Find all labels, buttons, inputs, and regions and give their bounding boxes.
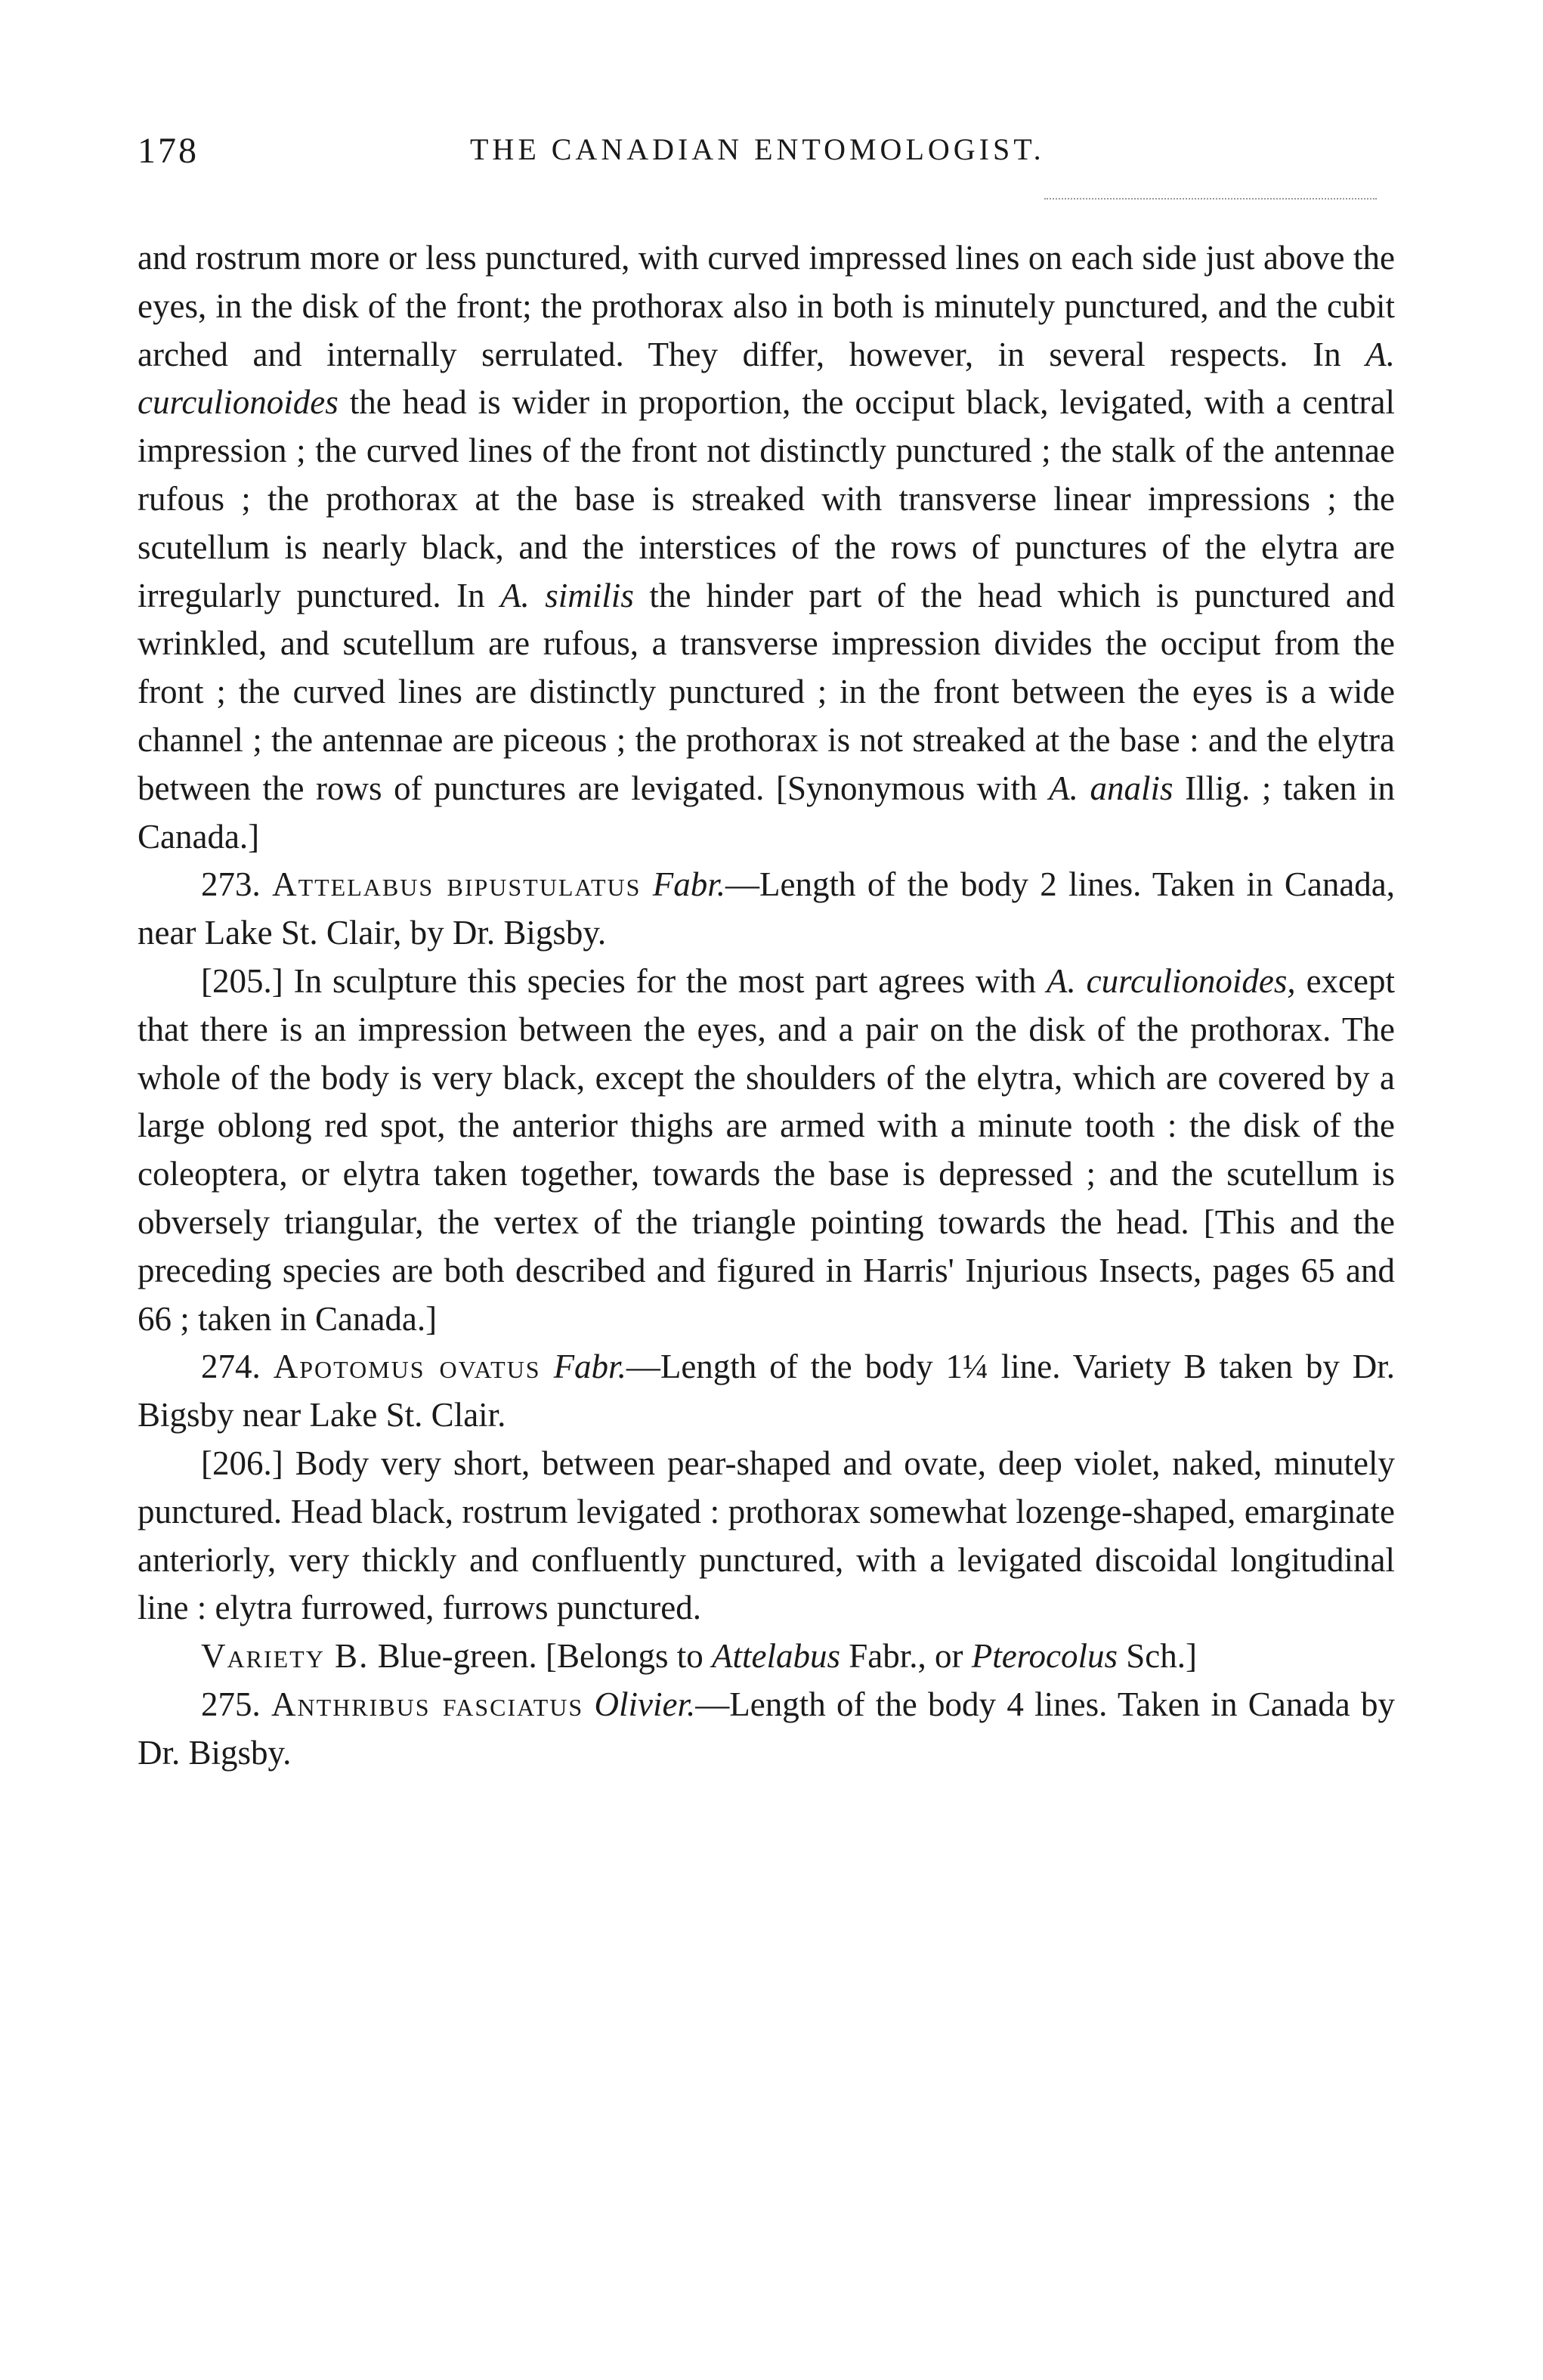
species-title: Apotomus ovatus xyxy=(273,1348,541,1386)
variety-label: Variety B. xyxy=(201,1637,370,1676)
description-206: [206.] Body very short, between pear-shaped and ovate, deep violet, naked, minutely punctured. Head black, rostrum levigated : prothorax somewhat lozenge-shaped, emarginate anteriorly, very thickly and confluently punctured, with a levigated discoidal longitudinal line : elytra furrowed, furrows punctured. xyxy=(138,1444,1395,1627)
genus-name: Attelabus xyxy=(711,1637,840,1676)
entry-number: 275. xyxy=(201,1685,261,1723)
species-name: A. curculionoides, xyxy=(1046,961,1296,1000)
text-run: Sch.] xyxy=(1118,1637,1198,1676)
paragraph-continuation xyxy=(138,234,1395,861)
species-title: Anthribus fasciatus xyxy=(271,1685,584,1723)
text-run: Illig. ; taken in Canada.] xyxy=(138,769,1395,856)
text-run: [205.] In sculpture this species for the most part agrees with xyxy=(201,961,1047,1000)
text-run: —Length of the body 1¼ line. Variety B taken by Dr. Bigsby near Lake St. Clair. xyxy=(138,1348,1396,1434)
species-name: A. analis xyxy=(1049,769,1173,807)
authority: Fabr. xyxy=(652,865,726,904)
species-title: Attelabus bipustulatus xyxy=(272,865,642,904)
species-entry-273 xyxy=(138,861,1395,958)
header-rule xyxy=(1044,198,1377,200)
species-entry-275 xyxy=(138,1681,1395,1778)
genus-name: Pterocolus xyxy=(971,1637,1118,1676)
text-run: except that there is an impression between the eyes, and a pair on the disk of the prothorax. The whole of the body is very black, except the shoulders of the elytra, which are covered by a large oblong red spot, the anterior thighs are armed with a minute tooth : the disk of the coleoptera, or elytra taken together, towards the base is depressed ; and the scutellum is obversely triangular, the vertex of the triangle pointing towards the head. [This and the preceding species are both described and figured in Harris' Injurious Insects, pages 65 and 66 ; taken in Canada.] xyxy=(138,961,1396,1338)
entry-number: 274. xyxy=(201,1348,261,1386)
text-run: the head is wider in proportion, the occiput black, levigated, with a central impression ; the curved lines of the front not distinctly punctured ; the stalk of the antennae rufous ; the prothorax at the base is streaked with transverse linear impressions ; the scutellum is nearly black, and the interstices of the rows of punctures of the elytra are irregularly punctured. In xyxy=(138,383,1395,614)
text-run: —Length of the body 4 lines. Taken in Canada by Dr. Bigsby. xyxy=(138,1685,1395,1772)
page-number: 178 xyxy=(138,131,199,171)
page-header xyxy=(138,113,1395,174)
entry-number: 273. xyxy=(201,865,261,904)
species-name: A. curculionoides xyxy=(138,335,1395,422)
species-name: A. similis xyxy=(500,576,634,614)
page xyxy=(138,113,1395,1778)
authority: Fabr. xyxy=(553,1348,626,1386)
text-run: and rostrum more or less punctured, with curved impressed lines on each side just above the eyes, in the disk of the front; the prothorax also in both is minutely punctured, and the cubit arched and internally serrulated. They differ, however, in several respects. In xyxy=(138,239,1395,373)
text-run: the hinder part of the head which is punctured and wrinkled, and scutellum are rufous, a transverse impression divides the occiput from the front ; the curved lines are distinctly punctured ; in the front between the eyes is a wide channel ; the antennae are piceous ; the prothorax is not streaked at the base : and the elytra between the rows of punctures are levigated. [Synonymous with xyxy=(138,576,1395,807)
text-run: —Length of the body 2 lines. Taken in Canada, near Lake St. Clair, by Dr. Bigsby. xyxy=(138,865,1396,952)
running-title: THE CANADIAN ENTOMOLOGIST. xyxy=(470,132,1045,166)
species-entry-274 xyxy=(138,1343,1395,1440)
authority: Olivier. xyxy=(594,1685,696,1723)
text-run: Blue-green. [Belongs to xyxy=(369,1637,712,1676)
body-text xyxy=(138,234,1395,1778)
text-run: Fabr., or xyxy=(840,1637,972,1676)
description-205 xyxy=(138,958,1395,1343)
variety-b xyxy=(138,1633,1395,1681)
